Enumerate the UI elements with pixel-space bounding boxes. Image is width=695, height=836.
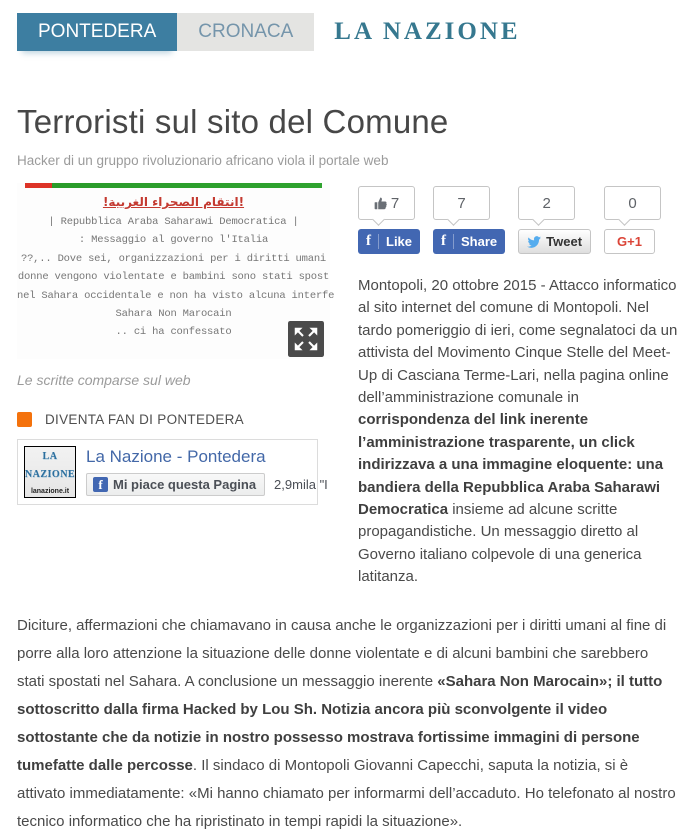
image-text-line: Sahara Non Marocain — [115, 308, 232, 321]
right-column — [358, 183, 678, 589]
article-bottom-paragraph — [17, 612, 678, 836]
fb-page-link[interactable]: La Nazione - Pontedera — [86, 447, 266, 466]
tab-cronaca[interactable]: CRONACA — [177, 13, 314, 51]
image-text-line: nel Sahara occidentale e non ha visto alcuna interfe — [17, 289, 335, 302]
fb-like-page-button[interactable] — [86, 473, 265, 496]
fan-box-heading — [17, 412, 330, 427]
page-title: Terroristi sul sito del Comune — [17, 103, 449, 140]
thumbs-up-icon — [374, 197, 387, 210]
gplus-group — [604, 186, 661, 254]
fb-share-count-bubble[interactable] — [433, 186, 490, 220]
share-button-label: Share — [461, 234, 498, 249]
like-button-label: Like — [386, 234, 413, 249]
avatar-logo-line1: LA — [42, 451, 58, 462]
article-lead-paragraph — [358, 275, 678, 589]
la-nazione-page-avatar[interactable] — [24, 446, 76, 498]
la-nazione-logo[interactable]: LA NAZIONE — [334, 18, 521, 45]
image-text-line: donne vengono violentate e bambini sono stati spost — [17, 271, 330, 284]
fan-heading-label: DIVENTA FAN DI PONTEDERA — [45, 412, 244, 427]
gplus-count: 0 — [628, 194, 637, 212]
bottom-text-bold: «Sahara Non Marocain»; il tutto sottoscritto dalla firma Hacked by Lou Sh. Notizia ancora più sconvolgente il video sottostante che da notizie in nostro possesso mostrava fortissime immagini di persone tumefatte dalle percosse — [17, 672, 663, 774]
tweet-button[interactable] — [518, 229, 591, 254]
header — [17, 13, 678, 51]
fb-like-count: 2,9mila "I — [274, 477, 328, 492]
image-text-line: | Repubblica Araba Saharawi Democratica | — [48, 216, 299, 228]
fb-like-count-bubble[interactable] — [358, 186, 415, 220]
facebook-icon: f — [441, 234, 454, 249]
image-caption: Le scritte comparse sul web — [17, 372, 191, 388]
orange-square-icon — [17, 412, 32, 427]
fb-share-group — [433, 186, 505, 254]
share-count: 7 — [457, 194, 466, 212]
image-text-line: .. ci ha confessato — [115, 326, 232, 339]
fb-like-row — [86, 473, 328, 496]
tweet-group — [518, 186, 591, 254]
expand-arrows-icon[interactable] — [288, 321, 324, 357]
lead-text-bold: corrispondenza del link inerente l’amministrazione trasparente, un click indirizzava a una immagine eloquente: una bandiera della Repubblica Araba Saharawi Democratica — [358, 411, 664, 519]
image-text-line: : Messaggio al governo l'Italia — [78, 234, 269, 247]
lead-text-end: insieme ad alcune scritte propagandistiche. Un messaggio diretto al Governo italiano colpevole di una generica latitanza. — [358, 501, 642, 586]
gplus-button[interactable] — [604, 229, 655, 254]
fb-widget-right — [86, 446, 328, 498]
twitter-icon — [527, 235, 541, 249]
hacked-page-image[interactable] — [17, 183, 335, 359]
tweet-count-bubble[interactable] — [518, 186, 575, 220]
facebook-icon: f — [93, 477, 108, 492]
fb-like-page-label: Mi piace questa Pagina — [113, 477, 257, 492]
bottom-text-end: . Il sindaco di Montopoli Giovanni Capecchi, saputa la notizia, si è attivato immediatamente: «Mi hanno chiamato per informarmi dell’accaduto. Ho telefonato al nostro tecnico informatico che ha ripristinato in tempi rapidi la situazione». — [17, 756, 676, 830]
avatar-logo-url: lanazione.it — [30, 488, 70, 495]
like-count: 7 — [390, 194, 400, 212]
facebook-page-widget — [17, 439, 328, 505]
left-column — [17, 183, 335, 589]
fb-like-button[interactable] — [358, 229, 420, 254]
social-buttons — [358, 186, 678, 254]
google-plus-icon: G+1 — [617, 234, 642, 249]
article-subtitle: Hacker di un gruppo rivoluzionario africano viola il portale web — [17, 153, 389, 168]
flag-green-segment — [52, 183, 322, 188]
flag-bar — [25, 183, 322, 188]
flag-red-segment — [25, 183, 52, 188]
facebook-icon: f — [366, 234, 379, 249]
image-text-block — [17, 213, 335, 342]
tweet-count: 2 — [542, 194, 551, 212]
tab-pontedera[interactable]: PONTEDERA — [17, 13, 177, 51]
lead-text: Montopoli, 20 ottobre 2015 - Attacco informatico al sito internet del comune di Montopoli. Nel tardo pomeriggio di ieri, come segnalatoci da un attivista del Movimento Cinque Stelle del Meet-Up di Casciana Terme-Lari, nella pagina online dell’amministrazione comunale in — [358, 277, 678, 407]
content-row — [17, 183, 678, 589]
fb-share-button[interactable] — [433, 229, 505, 254]
arabic-text-line: !انتقام الصحراء الغربية! — [102, 195, 245, 209]
bottom-text: Diciture, affermazioni che chiamavano in causa anche le organizzazioni per i diritti umani al fine di porre alla loro attenzione la situazione delle donne violentate e di alcuni bambini che sarebbero stati spostati nel Sahara. A conclusione un messaggio inerente — [17, 616, 667, 690]
tweet-button-label: Tweet — [546, 234, 583, 249]
image-text-line: ??,.. Dove sei, organizzazioni per i diritti umani — [20, 252, 327, 265]
avatar-logo-line2: NAZIONE — [24, 469, 76, 480]
fb-like-group — [358, 186, 420, 254]
gplus-count-bubble[interactable] — [604, 186, 661, 220]
